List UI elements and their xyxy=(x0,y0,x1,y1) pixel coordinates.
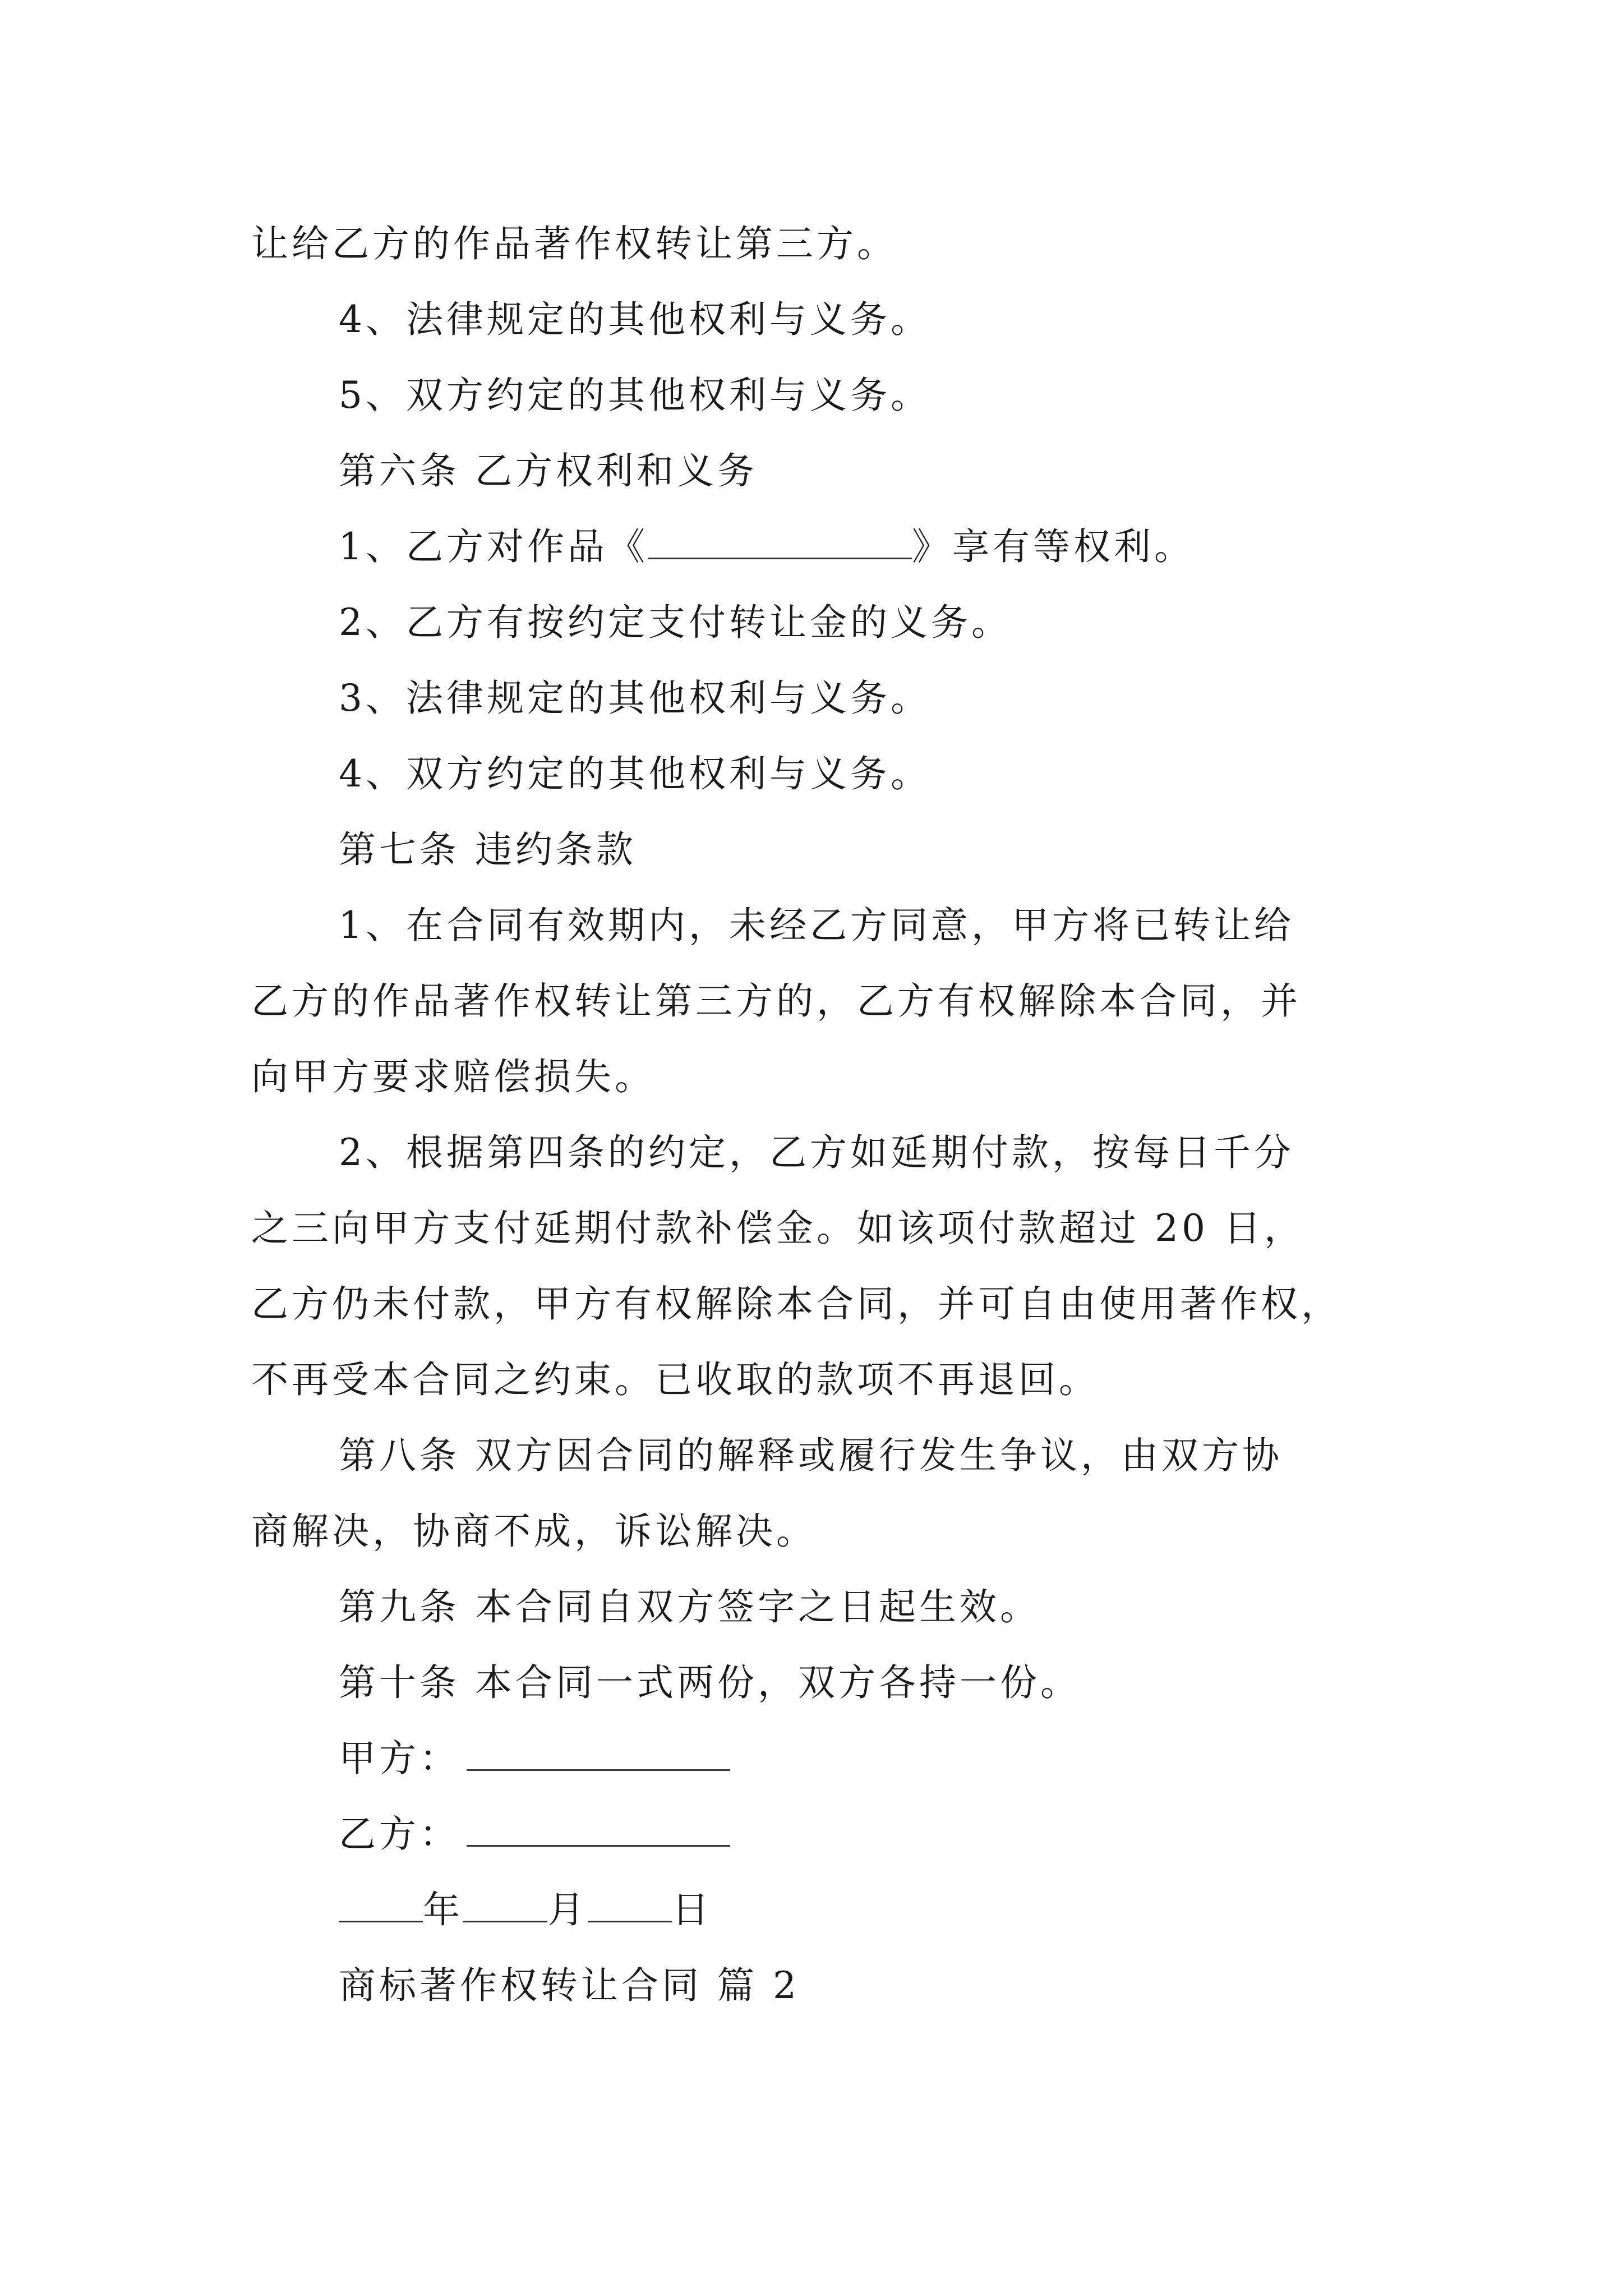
paragraph-line: 3、法律规定的其他权利与义务。 xyxy=(339,677,931,720)
party-a-signature-blank xyxy=(467,1738,730,1771)
article-heading: 第七条 违约条款 xyxy=(339,828,637,871)
month-blank xyxy=(463,1889,547,1922)
paragraph-line: 5、双方约定的其他权利与义务。 xyxy=(339,374,931,417)
paragraph-line xyxy=(339,524,1395,569)
paragraph-line: 向甲方要求赔偿损失。 xyxy=(251,1055,655,1098)
year-blank xyxy=(339,1889,423,1922)
clause-text: 》享有等权利。 xyxy=(912,525,1195,568)
article-heading: 第六条 乙方权利和义务 xyxy=(339,449,758,493)
party-b-label: 乙方： xyxy=(339,1812,460,1856)
party-a-label: 甲方： xyxy=(339,1737,460,1780)
paragraph-line: 1、在合同有效期内，未经乙方同意，甲方将已转让给 xyxy=(339,904,1294,947)
paragraph-line: 第九条 本合同自双方签字之日起生效。 xyxy=(339,1585,1040,1628)
year-label: 年 xyxy=(423,1888,463,1931)
day-label: 日 xyxy=(672,1888,712,1931)
paragraph-line: 之三向甲方支付延期付款补偿金。如该项付款超过 20 日， xyxy=(251,1207,1304,1250)
paragraph-line: 2、乙方有按约定支付转让金的义务。 xyxy=(339,601,1012,644)
section-title: 商标著作权转让合同 篇 2 xyxy=(339,1964,800,2007)
paragraph-line: 第八条 双方因合同的解释或履行发生争议，由双方协 xyxy=(339,1434,1283,1477)
paragraph-line: 让给乙方的作品著作权转让第三方。 xyxy=(251,222,897,265)
party-b-signature-blank xyxy=(467,1814,730,1847)
work-title-blank xyxy=(648,526,912,559)
day-blank xyxy=(588,1889,672,1922)
month-label: 月 xyxy=(547,1888,588,1931)
paragraph-line: 2、根据第四条的约定，乙方如延期付款，按每日千分 xyxy=(339,1131,1294,1174)
paragraph-line: 4、法律规定的其他权利与义务。 xyxy=(339,298,931,341)
paragraph-line: 商解决，协商不成，诉讼解决。 xyxy=(251,1510,817,1553)
clause-text: 1、乙方对作品《 xyxy=(339,525,648,568)
paragraph-line: 4、双方约定的其他权利与义务。 xyxy=(339,752,931,795)
paragraph-line: 第十条 本合同一式两份，双方各持一份。 xyxy=(339,1661,1081,1704)
paragraph-line: 乙方仍未付款，甲方有权解除本合同，并可自由使用著作权， xyxy=(251,1282,1341,1326)
date-line xyxy=(339,1888,1395,1932)
party-b-signature-line xyxy=(339,1812,1395,1857)
paragraph-line: 不再受本合同之约束。已收取的款项不再退回。 xyxy=(251,1358,1099,1401)
party-a-signature-line xyxy=(339,1736,1395,1781)
paragraph-line: 乙方的作品著作权转让第三方的，乙方有权解除本合同，并 xyxy=(251,979,1301,1023)
